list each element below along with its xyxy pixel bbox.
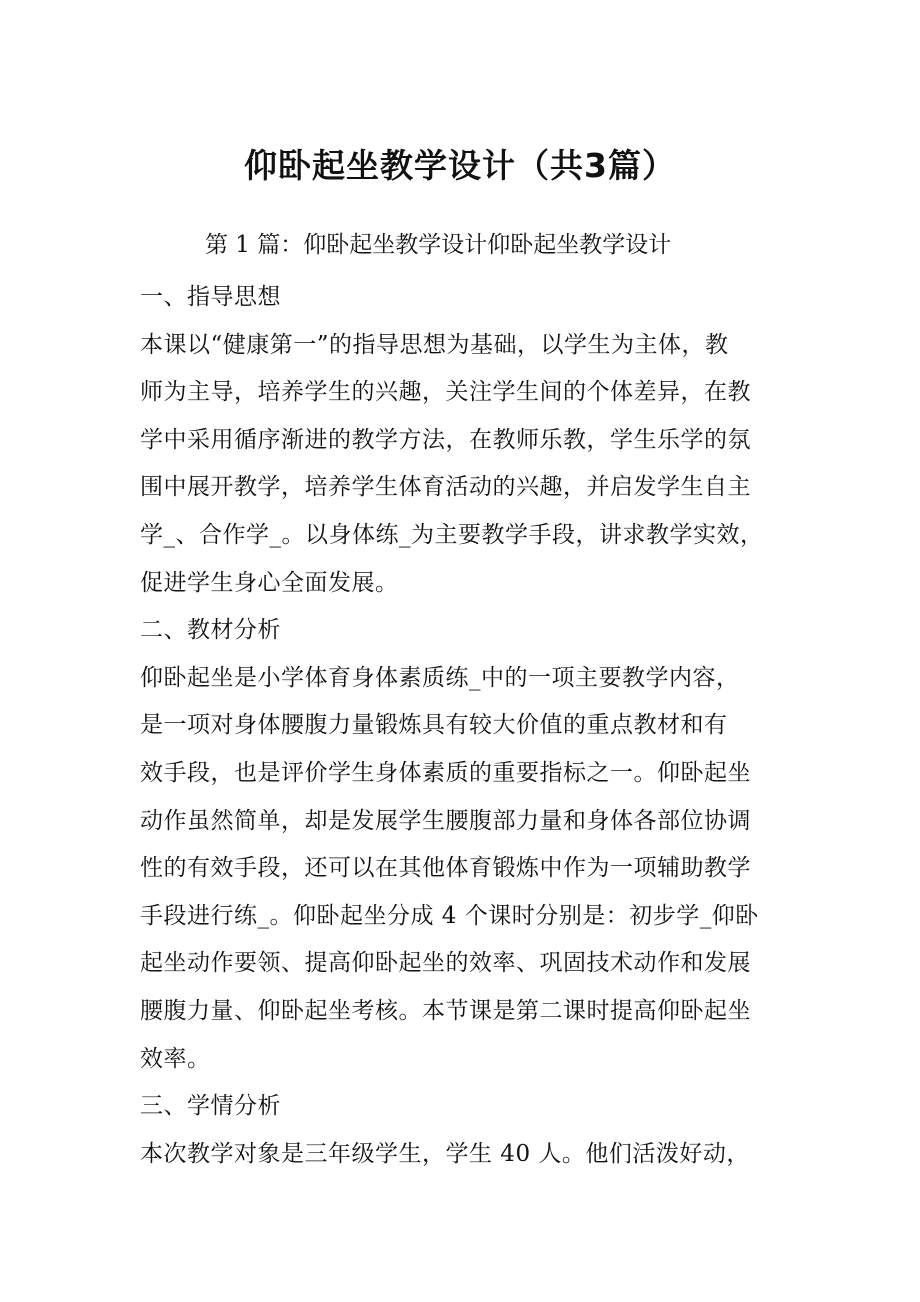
document-title: 仰卧起坐教学设计（共3篇） xyxy=(244,146,676,185)
paragraph-line: 腰腹力量、仰卧起坐考核。本节课是第二课时提高仰卧起坐 xyxy=(140,997,751,1024)
section-heading-learner-analysis: 三、学情分析 xyxy=(140,1093,281,1120)
paragraph-line: 是一项对身体腰腹力量锻炼具有较大价值的重点教材和有 xyxy=(140,712,728,739)
paragraph-line: 学_、合作学_。以身体练_为主要教学手段，讲求教学实效， xyxy=(140,521,764,548)
document-body xyxy=(140,274,780,1178)
paragraph-line: 师为主导，培养学生的兴趣，关注学生间的个体差异，在教 xyxy=(140,379,751,406)
document-subtitle: 第 1 篇：仰卧起坐教学设计仰卧起坐教学设计 xyxy=(205,232,672,258)
paragraph-line: 促进学生身心全面发展。 xyxy=(140,569,399,596)
paragraph-line: 性的有效手段，还可以在其他体育锻炼中作为一项辅助教学 xyxy=(140,855,751,882)
paragraph-line: 仰卧起坐是小学体育身体素质练_中的一项主要教学内容， xyxy=(140,664,740,691)
paragraph-line: 本次教学对象是三年级学生，学生 40 人。他们活泼好动， xyxy=(140,1140,750,1167)
paragraph-line: 围中展开教学，培养学生体育活动的兴趣，并启发学生自主 xyxy=(140,474,751,501)
paragraph-line: 动作虽然简单，却是发展学生腰腹部力量和身体各部位协调 xyxy=(140,807,751,834)
section-heading-material-analysis: 二、教材分析 xyxy=(140,617,281,644)
paragraph-line: 手段进行练_。仰卧起坐分成 4 个课时分别是：初步学_仰卧 xyxy=(140,902,759,929)
section-heading-guiding-ideology: 一、指导思想 xyxy=(140,284,281,310)
paragraph-line: 学中采用循序渐进的教学方法，在教师乐教，学生乐学的氛 xyxy=(140,426,751,453)
paragraph-line: 本课以“健康第一”的指导思想为基础，以学生为主体，教 xyxy=(140,331,729,358)
paragraph-line: 效率。 xyxy=(140,1045,211,1072)
paragraph-line: 效手段，也是评价学生身体素质的重要指标之一。仰卧起坐 xyxy=(140,759,751,786)
paragraph-line: 起坐动作要领、提高仰卧起坐的效率、巩固技术动作和发展 xyxy=(140,950,751,977)
